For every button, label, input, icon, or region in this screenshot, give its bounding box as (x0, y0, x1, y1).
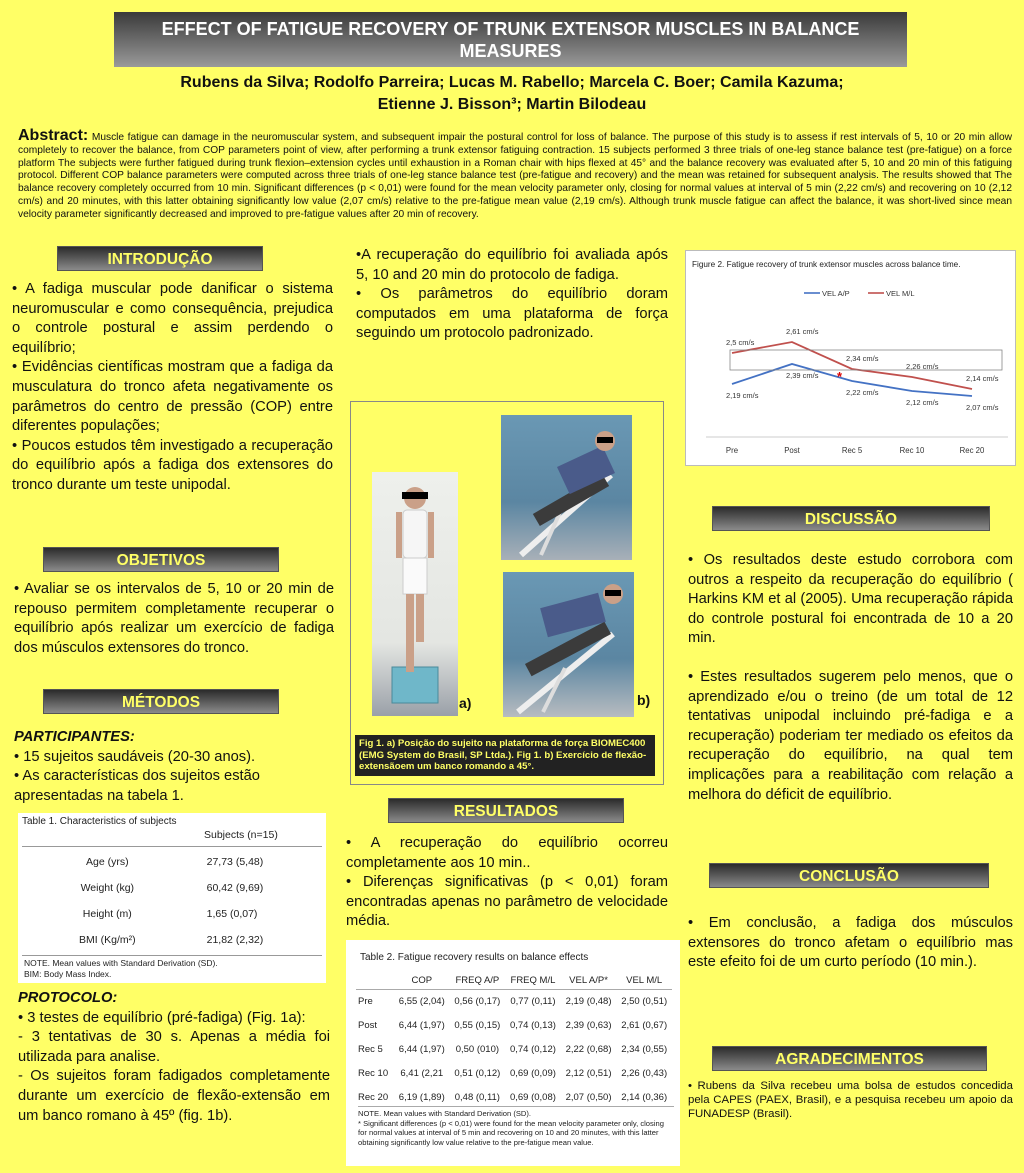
list-item: • A recuperação do equilíbrio ocorreu completamente aos 10 min.. (346, 835, 668, 871)
authors (0, 72, 1024, 116)
table-cell: 0,74 (0,13) (509, 1020, 556, 1031)
table-row (18, 849, 326, 875)
list-item: • Diferenças significativas (p < 0,01) foram encontradas apenas no parâmetro de velocidade média. (346, 874, 668, 930)
conclusao-heading: CONCLUSÃO (709, 863, 989, 888)
data-label: 2,26 cm/s (906, 362, 939, 371)
table-cell: 6,41 (2,21 (400, 1068, 444, 1079)
table-header-cell: VEL A/P* (569, 975, 608, 986)
list-item: • A fadiga muscular pode danificar o sistema neuromuscular e como consequência, prejudica o controle postural e assim perdendo o equilíbrio; (12, 281, 333, 356)
resultados-bullet-2: Diferenças significativas (p < 0,01) foram encontradas apenas no parâmetro de velocidade média. (346, 874, 668, 930)
table-2 (346, 940, 680, 1166)
table-2-title: Table 2. Fatigue recovery results on balance effects (360, 952, 589, 963)
roman-chair-illustration-2 (503, 572, 634, 717)
table-row (356, 1014, 672, 1038)
data-label: 2,61 cm/s (786, 327, 819, 336)
x-tick-label: Rec 10 (899, 446, 925, 455)
intro-bullet-2: Evidências científicas mostram que a fadiga da musculatura do tronco afeta negativamente os parâmetros do centro de pressão (COP) entre diferentes populações; (12, 359, 334, 435)
table-row (356, 1062, 672, 1086)
intro-bullet-1: A fadiga muscular pode danificar o sistema neuromuscular e como consequência, prejudica o controle postural e assim perdendo o equilíbrio; (12, 281, 333, 356)
middle-bullet-2: Os parâmetros do equilíbrio doram computados em uma plataforma de força seguindo um protocolo padronizado. (356, 286, 668, 342)
significance-marker: * (837, 369, 843, 384)
table-cell: Weight (kg) (80, 882, 135, 894)
table-cell: Height (m) (82, 908, 132, 920)
list-item: • Estes resultados sugerem pelo menos, que o aprendizado e/ou o treino (de um total de 12 tentativas unipodal incluindo pré-fadiga e a recuperação) poderiam ter mediado os efeitos da recuperação do equilíbrio, na qual tem implicações para a reabilitação com relação a melhora do déficit de equilíbrio. (688, 668, 1013, 803)
abstract-text: Muscle fatigue can damage in the neuromuscular system, and subsequent impair the postural control for loss of balance. The purpose of this study is to assess if rest intervals of 5, 10 or 20 min allow completely to recover the balance, from COP parameters point of view, after performing a trunk extensor fatiguing contraction. 15 subjects performed 3 three trials of one-leg stance balance test (pre-fatigue) on a force platform The subjects were further fatigued during trunk flexion–extension cycles until exhaustion in a Roman chair with hips flexed at 45° and the balance recovery was evaluated after 5, 10 and 20 min of this fatiguing protocol. Different COP balance parameters were computed across three trials of one-leg stance balance test (pre-fatigue and recovery) and the mean was retained for subsequent analysis. The results showed that The balance recovery completely occurred from 10 min. Significant differences (p < 0,01) were found for the mean velocity parameter only, closing for normal values at interval of 5 min (2,22 cm/s) and recovering on 10 (2,12 cm/s) and 20 minutes, with this latter obtaining significantly low value (2,07 cm/s) relative to the pre-fatigue mean value (2,19 cm/s). Although trunk muscle fatigue can affect the balance, it was short-lived since mean velocity parameter significantly decreased and improved to pre-fatigue values after 20 min of recovery. (18, 132, 1012, 220)
introducao-body (12, 280, 333, 496)
line-chart (686, 251, 1015, 465)
middle-body (356, 246, 668, 344)
chart-title: Figure 2. Fatigue recovery of trunk extensor muscles across balance time. (692, 260, 961, 269)
table-row (356, 990, 672, 1014)
table-cell: 2,34 (0,55) (621, 1044, 668, 1055)
table-cell: 0,77 (0,11) (510, 996, 556, 1008)
table-1-rule-bottom (22, 955, 322, 956)
table-cell: Pre (358, 996, 373, 1008)
photo-roman-chair-flexion (501, 415, 632, 560)
table-header-cell (356, 972, 394, 990)
table-1 (18, 813, 326, 983)
list-item: • 15 sujeitos saudáveis (20-30 anos). (14, 748, 256, 765)
table-1-rule (22, 846, 322, 847)
agradecimentos-body (688, 1079, 1013, 1121)
list-item: • Evidências científicas mostram que a fadiga da musculatura do tronco afeta negativamente os parâmetros do centro de pressão (COP) entre diferentes populações; (12, 359, 334, 435)
table-header-cell: COP (411, 975, 433, 986)
table-cell: Age (yrs) (86, 856, 129, 868)
table-cell: 0,74 (0,12) (509, 1044, 556, 1055)
person-standing-illustration (372, 472, 458, 716)
table-cell: Rec 20 (358, 1092, 389, 1103)
resultados-body (346, 834, 668, 932)
table-1-column-header: Subjects (n=15) (204, 829, 278, 841)
table-cell: Rec 5 (358, 1044, 383, 1055)
x-tick-label: Rec 20 (959, 446, 985, 455)
abstract (18, 127, 1012, 222)
legend-label: VEL M/L (886, 289, 915, 298)
list-item: • Rubens da Silva recebeu uma bolsa de estudos concedida pela CAPES (PAEX, Brasil), e a pesquisa recebeu um apoio da FUNADESP (Brasil). (688, 1080, 1013, 1120)
table-cell: 27,73 (5,48) (206, 856, 264, 868)
table-cell: Post (358, 1020, 378, 1031)
data-label: 2,39 cm/s (786, 371, 819, 380)
x-tick-label: Pre (725, 446, 739, 455)
table-cell: 2,50 (0,51) (621, 996, 668, 1008)
table-cell: 6,55 (2,04) (398, 996, 445, 1008)
conclusao-body (688, 914, 1013, 973)
table-cell: 2,26 (0,43) (621, 1068, 668, 1079)
x-tick-label: Post (784, 446, 800, 455)
table-cell: 60,42 (9,69) (206, 882, 264, 894)
table-cell: 2,22 (0,68) (565, 1044, 612, 1055)
table-cell: 6,19 (1,89) (398, 1092, 445, 1103)
figure-1a-label: a) (459, 695, 472, 711)
figure-1-caption: Fig 1. a) Posição do sujeito na plataforma de força BIOMEC400 (EMG System do Brasil, SP Ltda.). Fig 1. b) Exercício de flexão-extensãoem um banco romando a 45°. (355, 735, 655, 776)
table-cell: 2,39 (0,63) (565, 1020, 612, 1031)
authors-line-1: Rubens da Silva; Rodolfo Parreira; Lucas M. Rabello; Marcela C. Boer; Camila Kazuma; (180, 74, 844, 91)
protocolo-block (18, 989, 330, 1126)
list-item: • Os parâmetros do equilíbrio doram computados em uma plataforma de força seguindo um protocolo padronizado. (356, 286, 668, 342)
table-cell: 0,56 (0,17) (454, 996, 501, 1008)
table-row (356, 1038, 672, 1062)
protocolo-item-1: 3 testes de equilíbrio (pré-fadiga) (Fig. 1a): (27, 1009, 306, 1026)
table-cell: 1,65 (0,07) (206, 908, 258, 920)
roman-chair-illustration-1 (501, 415, 632, 560)
data-label: 2,5 cm/s (726, 338, 755, 347)
table-cell: 0,69 (0,08) (509, 1092, 556, 1103)
metodos-heading: MÉTODOS (43, 689, 279, 714)
resultados-heading: RESULTADOS (388, 798, 624, 823)
participantes-bullet-1: 15 sujeitos saudáveis (20-30 anos). (23, 748, 256, 765)
objetivos-body (14, 580, 334, 658)
middle-bullet-1: A recuperação do equilíbrio foi avaliada após 5, 10 and 20 min do protocolo de fadiga. (356, 247, 668, 283)
data-label: 2,22 cm/s (846, 388, 879, 397)
objetivos-heading: OBJETIVOS (43, 547, 279, 572)
table-cell: 0,55 (0,15) (454, 1020, 501, 1031)
conclusao-bullet-1: Em conclusão, a fadiga dos músculos extensores do tronco afetam o equilíbrio mas este efeito foi de um curto período (10 min.). (688, 915, 1013, 971)
data-label: 2,07 cm/s (966, 403, 999, 412)
data-label: 2,19 cm/s (726, 391, 759, 400)
intro-bullet-3: Poucos estudos têm investigado a recuperação do equilíbrio após a fadiga dos extensores do tronco durante um teste unipodal. (12, 437, 333, 493)
discussao-bullet-1: Os resultados deste estudo corrobora com outros a respeito da recuperação do equilíbrio ( Harkins KM et al (2005). Uma recuperação rápida do controle postural foi encontrada de 10 a 20 min. (688, 552, 1013, 647)
table-cell: 0,69 (0,09) (509, 1068, 556, 1079)
discussao-body (688, 551, 1013, 805)
list-item: • As características dos sujeitos estão apresentadas na tabela 1. (14, 768, 260, 804)
table-1-notes (24, 958, 218, 979)
table-2-notes (358, 1106, 674, 1147)
spacer (688, 649, 1013, 668)
table-row (18, 875, 326, 901)
table-header-cell: VEL M/L (626, 975, 663, 986)
resultados-bullet-1: A recuperação do equilíbrio ocorreu completamente aos 10 min.. (346, 835, 668, 871)
poster-title: EFFECT OF FATIGUE RECOVERY OF TRUNK EXTENSOR MUSCLES IN BALANCE MEASURES (114, 12, 907, 67)
agradecimentos-bullet-1: Rubens da Silva recebeu uma bolsa de estudos concedida pela CAPES (PAEX, Brasil), e a pesquisa recebeu um apoio da FUNADESP (Brasil). (688, 1080, 1013, 1120)
table-1-note-2: BIM: Body Mass Index. (24, 968, 112, 979)
table-cell: 0,51 (0,12) (454, 1068, 501, 1079)
list-item: • Os resultados deste estudo corrobora com outros a respeito da recuperação do equilíbrio ( Harkins KM et al (2005). Uma recuperação rápida do controle postural foi encontrada de 10 a 20 min. (688, 552, 1013, 647)
objetivos-bullet-1: Avaliar se os intervalos de 5, 10 or 20 min de repouso permitem completamente recuperar o equilíbrio após realizar um exercício de fadiga dos músculos extensores do tronco. (14, 581, 334, 656)
list-item: - Os sujeitos foram fadigados completamente durante um exercício de flexão-extensão em um banco romano à 45º (fig. 1b). (18, 1068, 330, 1124)
table-header-cell: FREQ A/P (455, 975, 500, 986)
list-item: - 3 tentativas de 30 s. Apenas a média foi utilizada para analise. (18, 1029, 330, 1065)
table-cell: BMI (Kg/m²) (79, 934, 136, 946)
list-item: • 3 testes de equilíbrio (pré-fadiga) (Fig. 1a): (18, 1009, 306, 1026)
table-1-title: Table 1. Characteristics of subjects (22, 816, 177, 827)
table-cell: Rec 10 (358, 1068, 389, 1079)
table-2-note-1: NOTE. Mean values with Standard Derivation (SD). (358, 1109, 532, 1118)
x-tick-label: Rec 5 (841, 446, 863, 455)
table-cell: 6,44 (1,97) (398, 1020, 445, 1031)
data-label: 2,14 cm/s (966, 374, 999, 383)
list-item: •A recuperação do equilíbrio foi avaliada após 5, 10 and 20 min do protocolo de fadiga. (356, 247, 668, 283)
discussao-bullet-2: Estes resultados sugerem pelo menos, que o aprendizado e/ou o treino (de um total de 12 tentativas unipodal incluindo pré-fadiga e a recuperação) poderiam ter mediado os efeitos da recuperação do equilíbrio, na qual tem implicações para a reabilitação com relação a melhora do déficit de equilíbrio. (688, 668, 1013, 803)
table-2-note-2: * Significant differences (p < 0,01) were found for the mean velocity parameter only, closing for normal values at interval of 5 min and recovering on 10 and 20 minutes, with this latter obtaining significantly low value relative to the pre-fatigue mean value. (358, 1118, 664, 1147)
abstract-label: Abstract: (18, 127, 89, 144)
participantes-label: PARTICIPANTES: (14, 729, 135, 745)
figure-1 (350, 401, 664, 785)
table-row (18, 927, 326, 953)
table-1-note-1: NOTE. Mean values with Standard Derivation (SD). (24, 958, 218, 968)
figure-1b-label: b) (637, 692, 651, 708)
table-cell: 2,12 (0,51) (565, 1068, 612, 1079)
participantes-block (14, 728, 334, 806)
discussao-heading: DISCUSSÃO (712, 506, 990, 531)
data-label: 2,34 cm/s (846, 354, 879, 363)
authors-line-2: Etienne J. Bisson³; Martin Bilodeau (377, 96, 647, 113)
participantes-bullet-2: As características dos sujeitos estão apresentadas na tabela 1. (14, 768, 260, 804)
table-cell: 0,50 (010) (455, 1044, 500, 1055)
table-cell: 2,14 (0,36) (621, 1092, 668, 1103)
table-header-cell: FREQ M/L (510, 975, 556, 986)
photo-roman-chair-extension (503, 572, 634, 717)
table-cell: 2,61 (0,67) (621, 1020, 668, 1031)
list-item: • Poucos estudos têm investigado a recuperação do equilíbrio após a fadiga dos extensores do tronco durante um teste unipodal. (12, 437, 333, 493)
figure-2-chart (685, 250, 1016, 466)
table-cell: 0,48 (0,11) (454, 1092, 500, 1103)
table-cell: 2,19 (0,48) (565, 996, 612, 1008)
legend-label: VEL A/P (822, 289, 850, 298)
agradecimentos-heading: AGRADECIMENTOS (712, 1046, 987, 1071)
list-item: • Em conclusão, a fadiga dos músculos extensores do tronco afetam o equilíbrio mas este efeito foi de um curto período (10 min.). (688, 915, 1013, 971)
photo-force-platform (372, 472, 458, 716)
protocolo-label: PROTOCOLO: (18, 990, 118, 1006)
table-row (18, 901, 326, 927)
list-item: • Avaliar se os intervalos de 5, 10 or 20 min de repouso permitem completamente recuperar o equilíbrio após realizar um exercício de fadiga dos músculos extensores do tronco. (14, 581, 334, 656)
data-label: 2,12 cm/s (906, 398, 939, 407)
introducao-heading: INTRODUÇÃO (57, 246, 263, 271)
table-cell: 21,82 (2,32) (206, 934, 264, 946)
table-cell: 2,07 (0,50) (565, 1092, 612, 1103)
table-cell: 6,44 (1,97) (398, 1044, 445, 1055)
